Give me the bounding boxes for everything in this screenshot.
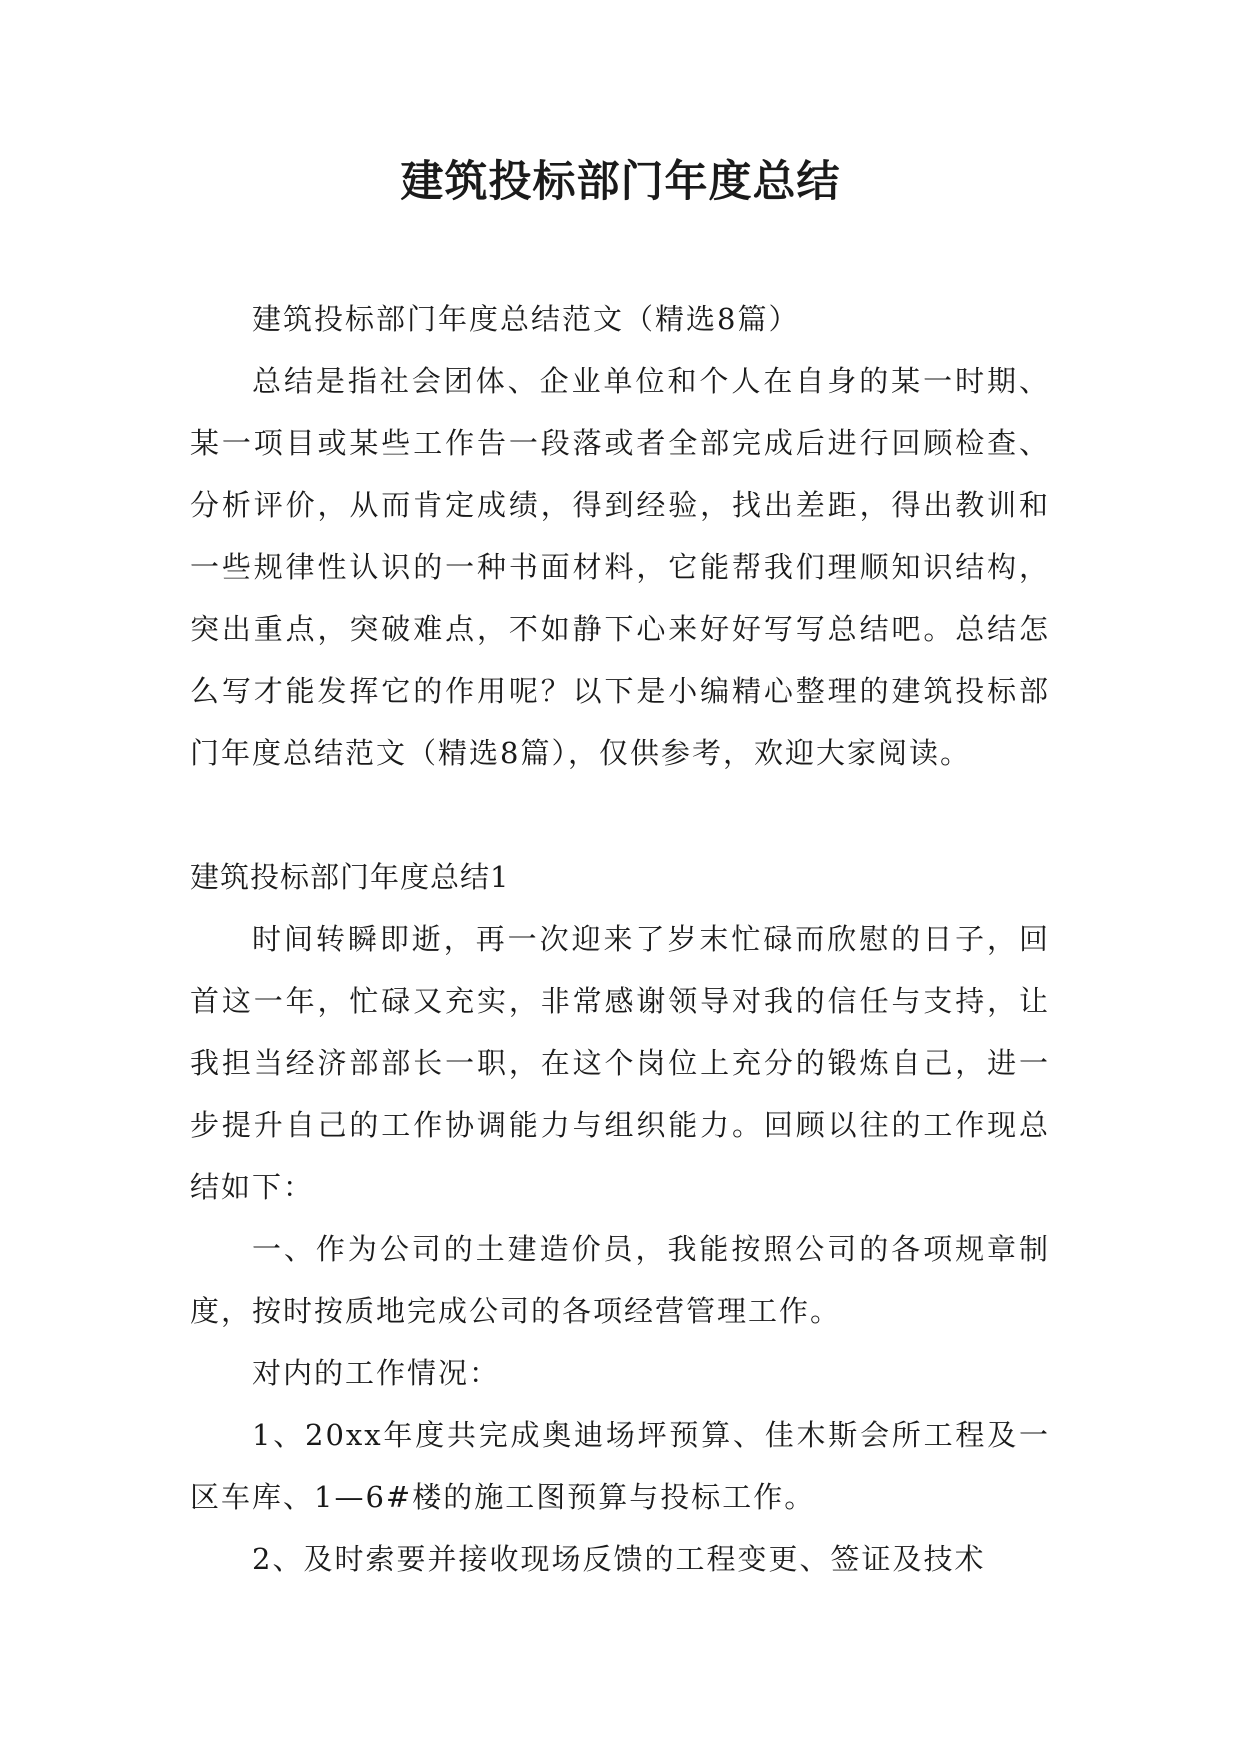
section-paragraph: 时间转瞬即逝，再一次迎来了岁末忙碌而欣慰的日子，回首这一年，忙碌又充实，非常感谢领导对我的信任与支持，让我担当经济部部长一职，在这个岗位上充分的锻炼自己，进一步提升自己的工作协调能力与组织能力。回顾以往的工作现总结如下： xyxy=(190,922,1050,1204)
section-paragraph: 对内的工作情况： xyxy=(252,1356,501,1390)
section-paragraph: 一、作为公司的土建造价员，我能按照公司的各项规章制度，按时按质地完成公司的各项经营管理工作。 xyxy=(190,1232,1050,1328)
section-paragraph: 1、20xx年度共完成奥迪场坪预算、佳木斯会所工程及一区车库、1—6#楼的施工图预算与投标工作。 xyxy=(190,1418,1050,1514)
section-paragraph: 2、及时索要并接收现场反馈的工程变更、签证及技术 xyxy=(252,1542,986,1576)
document-title: 建筑投标部门年度总结 xyxy=(400,157,841,207)
section-heading: 建筑投标部门年度总结1 xyxy=(190,860,510,894)
document-body xyxy=(190,288,1050,1590)
subtitle-line: 建筑投标部门年度总结范文（精选8篇） xyxy=(252,302,800,336)
intro-paragraph: 总结是指社会团体、企业单位和个人在自身的某一时期、某一项目或某些工作告一段落或者全部完成后进行回顾检查、分析评价，从而肯定成绩，得到经验，找出差距，得出教训和一些规律性认识的一种书面材料，它能帮我们理顺知识结构，突出重点，突破难点，不如静下心来好好写写总结吧。总结怎么写才能发挥它的作用呢？以下是小编精心整理的建筑投标部门年度总结范文（精选8篇），仅供参考，欢迎大家阅读。 xyxy=(190,364,1050,770)
